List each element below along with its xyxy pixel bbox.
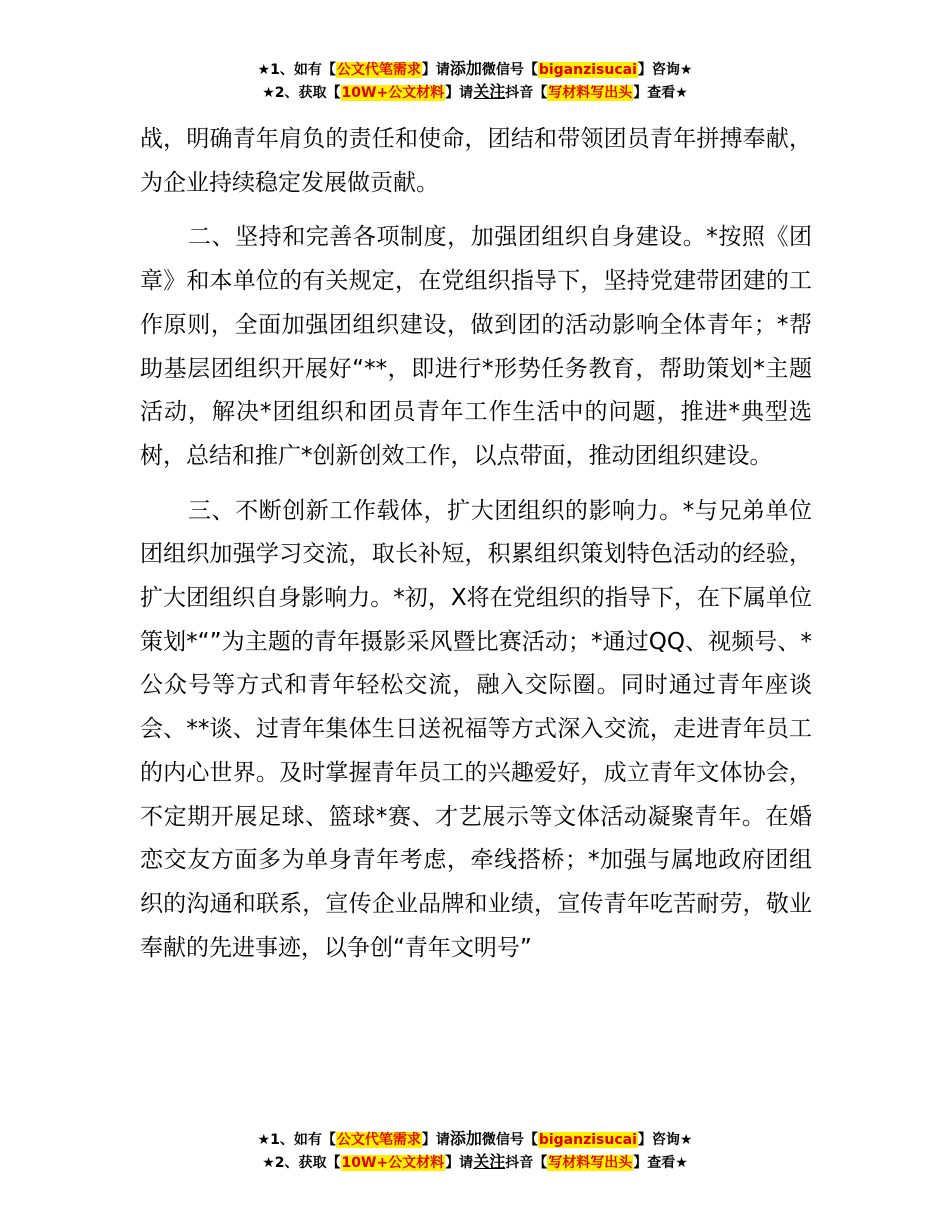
paragraph-section-three: 三、不断创新工作载体，扩大团组织的影响力。*与兄弟单位团组织加强学习交流，取长补短，积累组织策划特色活动的经验，扩大团组织自身影响力。*初，X将在党组织的指导下，在下属单位策划*“”为主题的青年摄影采风暨比赛活动；*通过QQ、视频号、*公众号等方式和青年轻松交流，融入交际圈。同时通过青年座谈会、**谈、过青年集体生日送祝福等方式深入交流，走进青年员工的内心世界。及时掌握青年员工的兴趣爱好，成立青年文体协会，不定期开展足球、篮球*赛、才艺展示等文体活动凝聚青年。在婚恋交友方面多为单身青年考虑，牵线搭桥；*加强与属地政府团组织的沟通和联系，宣传企业品牌和业绩，宣传青年吃苦耐劳，敬业奉献的先进事迹，以争创“青年文明号” <box>140 497 812 961</box>
banner-text: 抖音【 <box>505 85 548 101</box>
banner-text: 微信号【 <box>481 1132 538 1148</box>
highlight-materials: 10W+公文材料 <box>341 85 445 101</box>
document-body <box>140 118 812 970</box>
banner-emphasis: 关注 <box>473 82 506 101</box>
banner-line-1 <box>0 58 950 81</box>
banner-text: 抖音【 <box>505 1155 548 1171</box>
highlight-wechat-id: biganzisucai <box>538 1132 637 1148</box>
banner-text: 】请 <box>421 1132 450 1148</box>
banner-emphasis: 添加 <box>449 59 482 78</box>
banner-emphasis: 关注 <box>473 1152 506 1171</box>
footer-banner <box>0 1128 950 1174</box>
header-banner <box>0 58 950 104</box>
banner-text: ★1、如有【 <box>257 62 336 78</box>
banner-text: 】请 <box>445 1155 474 1171</box>
highlight-materials: 10W+公文材料 <box>341 1155 445 1171</box>
banner-text: 】请 <box>445 85 474 101</box>
highlight-wechat-id: biganzisucai <box>538 62 637 78</box>
banner-line-1 <box>0 1128 950 1151</box>
banner-text: 】请 <box>421 62 450 78</box>
banner-emphasis: 添加 <box>449 1129 482 1148</box>
banner-line-2 <box>0 81 950 104</box>
highlight-douyin-account: 写材料写出头 <box>548 85 633 101</box>
banner-text: 】查看★ <box>633 1155 688 1171</box>
banner-line-2 <box>0 1151 950 1174</box>
banner-text: ★1、如有【 <box>257 1132 336 1148</box>
banner-text: 微信号【 <box>481 62 538 78</box>
highlight-douyin-account: 写材料写出头 <box>548 1155 633 1171</box>
highlight-service: 公文代笔需求 <box>336 1132 421 1148</box>
banner-text: 】咨询★ <box>637 62 693 78</box>
paragraph-continuation: 战，明确青年肩负的责任和使命，团结和带领团员青年拼搏奉献，为企业持续稳定发展做贡献。 <box>140 126 812 196</box>
paragraph-section-two: 二、坚持和完善各项制度，加强团组织自身建设。*按照《团章》和本单位的有关规定，在党组织指导下，坚持党建带团建的工作原则，全面加强团组织建设，做到团的活动影响全体青年；*帮助基层团组织开展好“**，即进行*形势任务教育，帮助策划*主题活动，解决*团组织和团员青年工作生活中的问题，推进*典型选树，总结和推广*创新创效工作，以点带面，推动团组织建设。 <box>140 224 812 469</box>
banner-text: ★2、获取【 <box>262 1155 341 1171</box>
banner-text: ★2、获取【 <box>262 85 341 101</box>
highlight-service: 公文代笔需求 <box>336 62 421 78</box>
banner-text: 】咨询★ <box>637 1132 693 1148</box>
banner-text: 】查看★ <box>633 85 688 101</box>
